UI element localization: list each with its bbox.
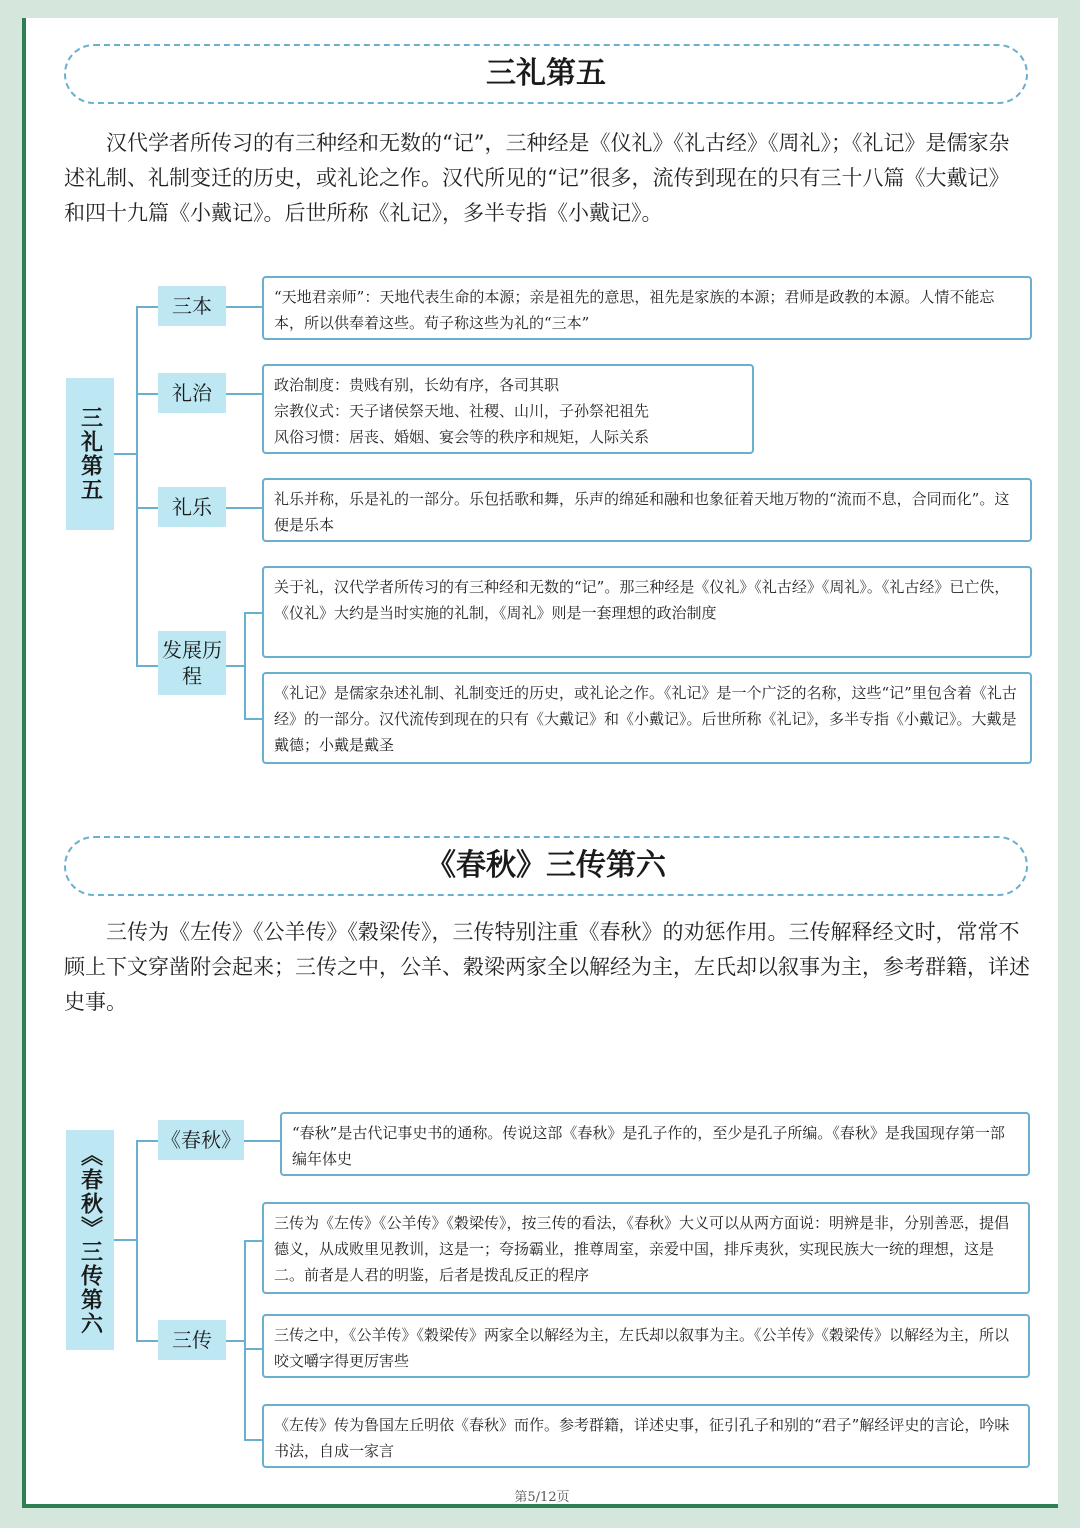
section1-root-label: 三礼第五 xyxy=(77,406,103,502)
connector xyxy=(114,453,136,455)
section2-intro: 三传为《左传》《公羊传》《穀梁传》，三传特别注重《春秋》的劝惩作用。三传解释经文时，常常不顾上下文穿凿附会起来；三传之中，公羊、穀梁两家全以解经为主，左氏却以叙事为主，参考群籍，详述史事。 xyxy=(64,920,1030,1014)
leaf-sanzhuan-1: 三传为《左传》《公羊传》《穀梁传》，按三传的看法，《春秋》大义可以从两方面说：明辨是非，分别善恶，提倡德义，从成败里见教训，这是一；夸扬霸业，推尊周室，亲爱中国，排斥夷狄，实现民族大一统的理想，这是二。前者是人君的明鉴，后者是拨乱反正的程序 xyxy=(262,1202,1030,1294)
connector xyxy=(136,507,158,509)
connector xyxy=(136,665,158,667)
connector xyxy=(244,612,262,614)
connector xyxy=(244,612,246,719)
leaf-fazhan-2: 《礼记》是儒家杂述礼制、礼制变迁的历史，或礼论之作。《礼记》是一个广泛的名称，这些“记”里包含着《礼古经》的一部分。汉代流传到现在的只有《大戴记》和《小戴记》。后世所称《礼记》，多半专指《小戴记》。大戴是戴德；小戴是戴圣 xyxy=(262,672,1032,764)
connector xyxy=(136,393,158,395)
connector xyxy=(226,393,262,395)
connector xyxy=(136,306,158,308)
branch-sanben: 三本 xyxy=(158,286,226,326)
section2-root-label: 《春秋》三传第六 xyxy=(77,1144,103,1336)
leaf-lizhi-line: 政治制度：贵贱有别，长幼有序，各司其职 xyxy=(274,376,560,394)
connector xyxy=(244,1439,262,1441)
connector xyxy=(244,1240,262,1242)
leaf-sanben: “天地君亲师”：天地代表生命的本源；亲是祖先的意思，祖先是家族的本源；君师是政教的本源。人情不能忘本，所以供奉着这些。荀子称这些为礼的“三本” xyxy=(262,276,1032,340)
connector xyxy=(226,665,244,667)
leaf-sanzhuan-3: 《左传》传为鲁国左丘明依《春秋》而作。参考群籍，详述史事，征引孔子和别的“君子”解经评史的言论，吟味书法，自成一家言 xyxy=(262,1404,1030,1468)
leaf-sanzhuan-2: 三传之中，《公羊传》《穀梁传》两家全以解经为主，左氏却以叙事为主。《公羊传》《穀梁传》以解经为主，所以咬文嚼字得更厉害些 xyxy=(262,1314,1030,1378)
branch-lizhi: 礼治 xyxy=(158,373,226,413)
branch-fazhan: 发展历程 xyxy=(158,631,226,695)
section1-title: 三礼第五 xyxy=(64,44,1028,104)
connector xyxy=(244,1348,262,1350)
connector xyxy=(244,1140,280,1142)
section2-root xyxy=(66,1130,114,1350)
branch-chunqiu: 《春秋》 xyxy=(158,1120,244,1160)
connector xyxy=(136,1140,158,1142)
connector xyxy=(226,507,262,509)
leaf-lizhi xyxy=(262,364,754,454)
leaf-lizhi-line: 风俗习惯：居丧、婚姻、宴会等的秩序和规矩，人际关系 xyxy=(274,428,650,446)
connector xyxy=(244,1240,246,1441)
connector xyxy=(226,306,262,308)
connector xyxy=(114,1239,136,1241)
branch-liyue: 礼乐 xyxy=(158,487,226,527)
leaf-chunqiu: “春秋”是古代记事史书的通称。传说这部《春秋》是孔子作的，至少是孔子所编。《春秋》是我国现存第一部编年体史 xyxy=(280,1112,1030,1176)
leaf-fazhan-1: 关于礼，汉代学者所传习的有三种经和无数的“记”。那三种经是《仪礼》《礼古经》《周礼》。《礼古经》已亡佚，《仪礼》大约是当时实施的礼制，《周礼》则是一套理想的政治制度 xyxy=(262,566,1032,658)
connector xyxy=(226,1340,244,1342)
connector xyxy=(136,1140,138,1342)
section1-intro: 汉代学者所传习的有三种经和无数的“记”，三种经是《仪礼》《礼古经》《周礼》；《礼记》是儒家杂述礼制、礼制变迁的历史，或礼论之作。汉代所见的“记”很多，流传到现在的只有三十八篇《大戴记》和四十九篇《小戴记》。后世所称《礼记》，多半专指《小戴记》。 xyxy=(64,131,1010,225)
section1-root xyxy=(66,378,114,530)
connector xyxy=(136,1340,158,1342)
page-number: 第5/12页 xyxy=(514,1490,570,1505)
connector xyxy=(136,306,138,667)
branch-sanzhuan: 三传 xyxy=(158,1320,226,1360)
connector xyxy=(244,718,262,720)
page xyxy=(22,18,1058,1508)
leaf-lizhi-line: 宗教仪式：天子诸侯祭天地、社稷、山川，子孙祭祀祖先 xyxy=(274,402,650,420)
leaf-liyue: 礼乐并称，乐是礼的一部分。乐包括歌和舞，乐声的绵延和融和也象征着天地万物的“流而不息，合同而化”。这便是乐本 xyxy=(262,478,1032,542)
section2-title: 《春秋》三传第六 xyxy=(64,836,1028,896)
